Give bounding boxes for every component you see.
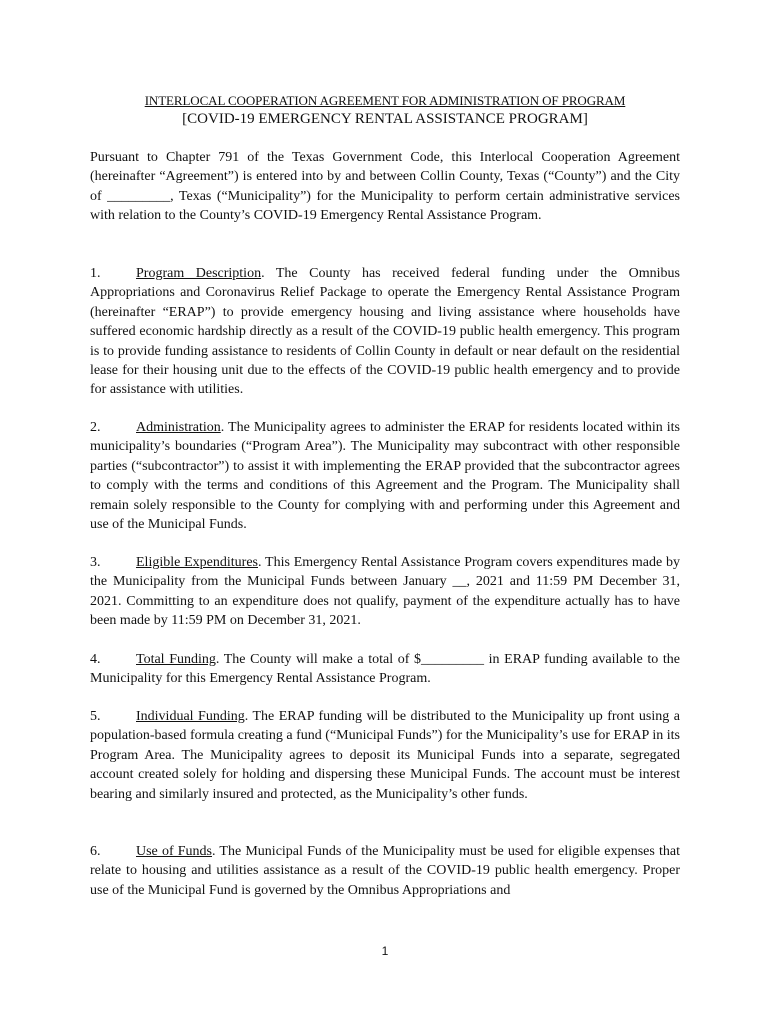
section-number: 4.: [90, 652, 101, 667]
section-use-of-funds: [90, 842, 680, 900]
section-heading: Individual Funding: [136, 709, 245, 724]
page-number: 1: [381, 944, 389, 958]
section-administration: [90, 418, 680, 534]
document-subtitle: [COVID-19 EMERGENCY RENTAL ASSISTANCE PROGRAM]: [182, 111, 588, 127]
section-body: . The ERAP funding will be distributed to the Municipality up front using a population-based formula creating a fund (“Municipal Funds”) for the Municipality’s use for ERAP in its Program Area. The Municipality agrees to deposit its Municipal Funds into a separate, segregated account created solely for holding and dispersing these Municipal Funds. The account must be interest bearing and similarly insured and protected, as the Municipality’s other funds.: [90, 709, 680, 802]
section-individual-funding: [90, 707, 680, 804]
intro-paragraph: Pursuant to Chapter 791 of the Texas Government Code, this Interlocal Cooperation Agreement (hereinafter “Agreement”) is entered into by and between Collin County, Texas (“County”) and the City of _________, Texas (“Municipality”) for the Municipality to perform certain administrative services with relation to the County’s COVID-19 Emergency Rental Assistance Program.: [90, 150, 680, 224]
section-number: 5.: [90, 709, 101, 724]
section-number: 1.: [90, 266, 101, 281]
section-number: 3.: [90, 555, 101, 570]
section-heading: Use of Funds: [136, 844, 213, 859]
section-body: . This Emergency Rental Assistance Program covers expenditures made by the Municipality from the Municipal Funds between January __, 2021 and 11:59 PM December 31, 2021. Committing to an expenditure does not qualify, payment of the expenditure actually has to have been made by 11:59 PM on December 31, 2021.: [90, 555, 680, 629]
section-program-description: [90, 264, 680, 400]
section-body: . The Municipal Funds of the Municipality must be used for eligible expenses that relate to housing and utilities assistance as a result of the COVID-19 public health emergency. Proper use of the Municipal Fund is governed by the Omnibus Appropriations and: [90, 844, 681, 898]
section-body: . The County will make a total of $_________ in ERAP funding available to the Municipality for this Emergency Rental Assistance Program.: [90, 652, 680, 687]
section-number: 2.: [90, 420, 101, 435]
section-heading: Total Funding: [136, 652, 216, 667]
document-title: INTERLOCAL COOPERATION AGREEMENT FOR ADMINISTRATION OF PROGRAM: [144, 93, 626, 108]
section-body: . The Municipality agrees to administer the ERAP for residents located within its municipality’s boundaries (“Program Area”). The Municipality may subcontract with other responsible parties (“subcontractor”) to assist it with implementing the ERAP provided that the subcontractor agrees to comply with the terms and conditions of this Agreement and the Program. The Municipality shall remain solely responsible to the County for complying with and performing under this Agreement and use of the Municipal Funds.: [90, 420, 680, 533]
section-heading: Program Description: [136, 266, 262, 281]
section-heading: Eligible Expenditures: [136, 555, 258, 570]
section-heading: Administration: [136, 420, 221, 435]
section-number: 6.: [90, 844, 101, 859]
section-total-funding: [90, 650, 680, 689]
section-body: . The County has received federal funding under the Omnibus Appropriations and Coronavirus Relief Package to operate the Emergency Rental Assistance Program (hereinafter “ERAP”) to provide emergency housing and living assistance where households have suffered economic hardship directly as a result of the COVID-19 public health emergency. This program is to provide funding assistance to residents of Collin County in default or near default on the residential lease for their housing unit due to the effects of the COVID-19 public health emergency and to provide for assistance with utilities.: [90, 266, 680, 398]
section-eligible-expenditures: [90, 553, 680, 631]
